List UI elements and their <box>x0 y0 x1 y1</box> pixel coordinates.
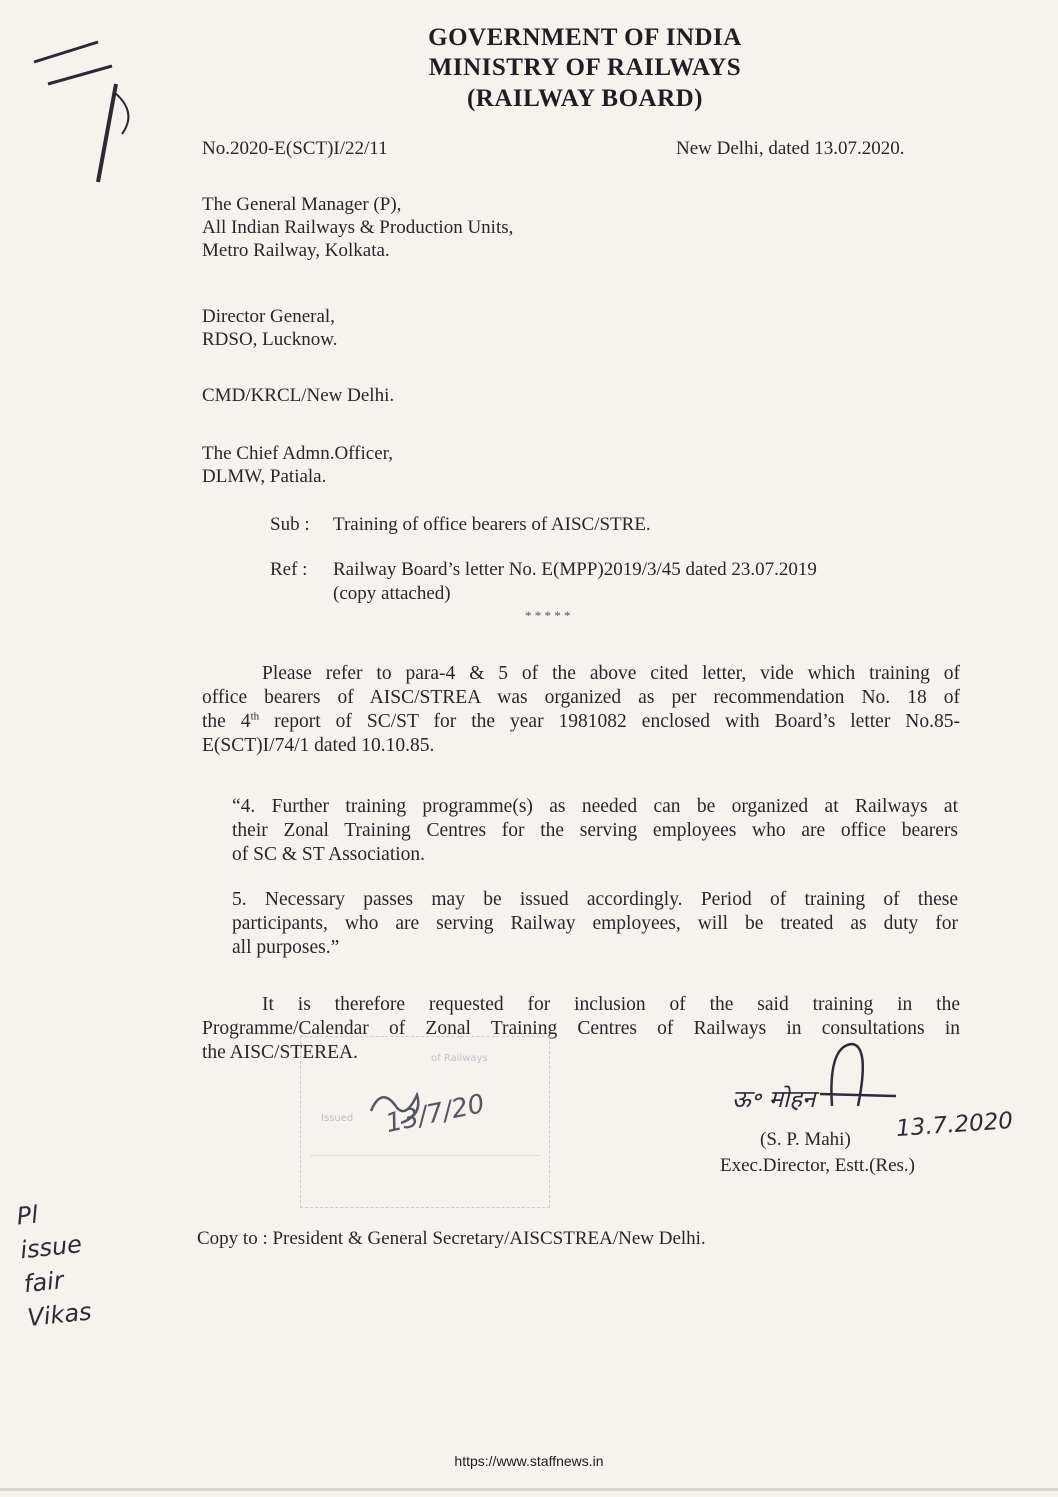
separator-stars: * * * * * <box>525 608 571 623</box>
footer-url[interactable]: https://www.staffnews.in <box>454 1453 604 1469</box>
quote-para-5 <box>232 888 958 960</box>
paragraph-line: all purposes.” <box>232 937 340 958</box>
header-line-1: GOVERNMENT OF INDIA <box>428 24 742 51</box>
subject-text: Training of office bearers of AISC/STRE. <box>333 514 651 535</box>
stamp-text-issued: Issued <box>321 1113 354 1124</box>
reference-number: No.2020-E(SCT)I/22/11 <box>202 138 388 159</box>
addressee-line: All Indian Railways & Production Units, <box>202 217 514 238</box>
ref-text: Railway Board’s letter No. E(MPP)2019/3/45 dated 23.07.2019 <box>333 559 817 580</box>
addressee-line: DLMW, Patiala. <box>202 466 327 487</box>
margin-note <box>15 1193 93 1335</box>
addressee-line: Director General, <box>202 306 335 327</box>
handwritten-signature: ऊ॰ मोहन <box>732 1085 816 1113</box>
stamp-text: of Railways <box>431 1053 488 1064</box>
paragraph-line: participants, who are serving Railway employees, will be treated as duty for <box>232 913 958 934</box>
header-line-2: MINISTRY OF RAILWAYS <box>428 54 742 81</box>
addressee-line: CMD/KRCL/New Delhi. <box>202 385 395 406</box>
addressee-4 <box>202 442 393 488</box>
signature-date-handwritten: 13.7.2020 <box>895 1107 1014 1143</box>
letter-date: New Delhi, dated 13.07.2020. <box>676 138 905 159</box>
margin-note-line: Pl <box>15 1200 40 1231</box>
paragraph-line: 5. Necessary passes may be issued accordingly. Period of training of these <box>232 889 958 910</box>
addressee-1 <box>202 193 513 262</box>
addressee-2 <box>202 305 337 351</box>
addressee-line: The Chief Admn.Officer, <box>202 443 393 464</box>
paragraph-line: of SC & ST Association. <box>232 844 426 865</box>
addressee-line: Metro Railway, Kolkata. <box>202 240 390 261</box>
margin-note-line: issue <box>18 1230 84 1265</box>
paragraph-line: office bearers of AISC/STREA was organized as per recommendation No. 18 of <box>202 687 960 708</box>
office-stamp <box>300 1036 550 1208</box>
paragraph-line: the AISC/STEREA. <box>202 1042 359 1063</box>
quote-para-4 <box>232 795 958 867</box>
paragraph-line: the 4th report of SC/ST for the year 1981082 enclosed with Board’s letter No.85- <box>202 710 960 732</box>
signature-flourish <box>818 1036 898 1116</box>
paragraph-line: Programme/Calendar of Zonal Training Centres of Railways in consultations in <box>202 1018 960 1039</box>
paragraph-1 <box>202 662 960 758</box>
ref-text-copy: (copy attached) <box>333 583 451 604</box>
signatory-designation: Exec.Director, Estt.(Res.) <box>720 1155 915 1176</box>
header-line-3: (RAILWAY BOARD) <box>466 85 703 112</box>
paragraph-line: their Zonal Training Centres for the serving employees who are office bearers <box>232 820 958 841</box>
addressee-3 <box>202 384 394 407</box>
signatory-name: (S. P. Mahi) <box>760 1129 851 1150</box>
addressee-line: RDSO, Lucknow. <box>202 329 338 350</box>
stamp-date-handwritten: 13/7/20 <box>382 1088 488 1140</box>
ref-label: Ref : <box>270 559 308 580</box>
margin-note-line: fair <box>22 1266 65 1299</box>
page-bottom-edge <box>0 1488 1058 1491</box>
stamp-rule <box>311 1155 539 1156</box>
subject-label: Sub : <box>270 514 310 535</box>
paragraph-line: Please refer to para-4 & 5 of the above cited letter, vide which training of <box>262 663 960 684</box>
paragraph-line: E(SCT)I/74/1 dated 10.10.85. <box>202 735 435 756</box>
paragraph-line: “4. Further training programme(s) as needed can be organized at Railways at <box>232 796 958 817</box>
paragraph-line: It is therefore requested for inclusion of the said training in the <box>262 994 960 1015</box>
initials-scribble <box>361 1081 431 1131</box>
copy-to: Copy to : President & General Secretary/AISCSTREA/New Delhi. <box>197 1228 706 1249</box>
addressee-line: The General Manager (P), <box>202 194 402 215</box>
margin-note-line: Vikas <box>26 1297 93 1332</box>
